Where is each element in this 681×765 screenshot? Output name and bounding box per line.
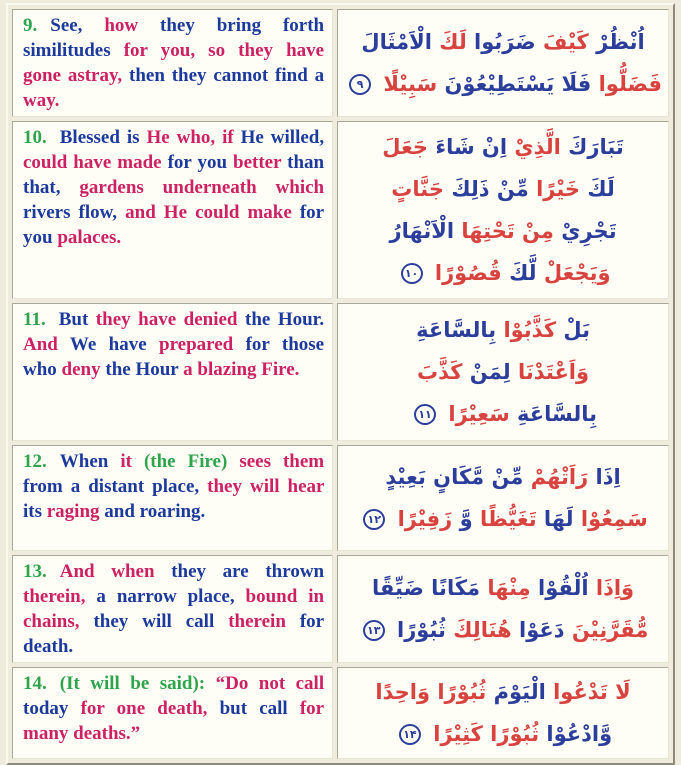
arabic-line (344, 63, 662, 105)
arabic-word-group: الْاَنْهَارُ (389, 219, 455, 243)
english-text-segment: how (104, 15, 139, 36)
arabic-word-group: تَغَيُّظًا (479, 507, 537, 531)
english-translation (23, 673, 324, 744)
english-cell (12, 303, 333, 441)
english-text-segment: And (23, 334, 58, 355)
english-text-segment: could have made (23, 152, 162, 173)
english-text-segment: than that, (23, 152, 325, 198)
arabic-word-group: لَكَ (587, 177, 615, 201)
english-text-segment: better (233, 152, 282, 173)
english-text-segment: deny (61, 359, 101, 380)
arabic-cell (337, 303, 669, 441)
verse-row-13 (12, 555, 669, 663)
english-text-segment: And when (59, 561, 155, 582)
arabic-word-group: مَكَانًا ضَيِّقًا (372, 576, 481, 600)
english-text-segment: but call (219, 698, 288, 719)
english-text-segment: the Hour. (245, 309, 325, 330)
arabic-line (344, 126, 662, 168)
english-text-segment: then they cannot find a (129, 65, 325, 86)
verse-number: 9. (23, 15, 38, 36)
arabic-word-group: زَفِيْرًا (397, 507, 453, 531)
arabic-cell (337, 9, 669, 117)
verse-row-10 (12, 121, 669, 299)
english-text-segment: bound in chains, (23, 586, 325, 632)
verse-number: 10. (23, 127, 47, 148)
arabic-word-group: لَهَا (543, 507, 574, 531)
arabic-cell (337, 667, 669, 759)
english-text-segment: for you (167, 152, 228, 173)
arabic-line (344, 498, 662, 540)
arabic-word-group: تَجْرِيْ (561, 219, 617, 243)
arabic-word-group: الَّذِيْ (514, 135, 561, 159)
english-text-segment: for death. (23, 611, 325, 657)
english-text-segment: for you, so they have gone astray, (23, 40, 325, 86)
arabic-line (344, 713, 662, 755)
arabic-line (344, 210, 662, 252)
english-text-segment: rivers flow, (23, 202, 118, 223)
verse-number: 11. (23, 309, 46, 330)
english-text-segment: and roaring. (104, 501, 206, 522)
arabic-word-group: وَيَجْعَلْ (543, 261, 611, 285)
arabic-line (344, 456, 662, 498)
english-text-segment: gardens underneath which (79, 177, 325, 198)
english-text-segment: the Hour (105, 359, 179, 380)
arabic-word-group: لَا تَدْعُوا (553, 680, 631, 704)
english-text-segment: they bring forth similitudes (23, 15, 325, 61)
arabic-word-group: لَّكَ (509, 261, 537, 285)
arabic-word-group: الْاَمْثَالَ (361, 30, 432, 54)
arabic-word-group: سَبِيْلًا (383, 72, 438, 96)
english-cell (12, 555, 333, 663)
arabic-line (344, 671, 662, 713)
arabic-word-group: فَضَلُّوا (598, 72, 662, 96)
arabic-word-group: ثُبُوْرًا كَثِيْرًا (433, 722, 540, 746)
english-text-segment: they will hear (207, 476, 325, 497)
arabic-line (344, 309, 662, 351)
arabic-line (344, 567, 662, 609)
english-text-segment: a blazing Fire. (183, 359, 300, 380)
arabic-line (344, 609, 662, 651)
english-text-segment: raging (46, 501, 100, 522)
arabic-word-group: وَّ (459, 507, 473, 531)
english-text-segment: therein, (23, 586, 86, 607)
arabic-word-group: سَمِعُوْا (580, 507, 648, 531)
arabic-word-group: بِالسَّاعَةِ (416, 318, 497, 342)
arabic-word-group: كَذَّبَ (417, 360, 463, 384)
arabic-cell (337, 445, 669, 551)
english-text-segment: from a distant place, (23, 476, 200, 497)
english-text-segment: for one death, (80, 698, 208, 719)
english-text-segment: they are thrown (171, 561, 325, 582)
arabic-word-group: سَعِيْرًا (448, 402, 510, 426)
arabic-line (344, 168, 662, 210)
english-text-segment: its (23, 501, 42, 522)
english-cell (12, 445, 333, 551)
english-translation (23, 451, 324, 522)
verse-row-9 (12, 9, 669, 117)
arabic-word-group: تَبَارَكَ (568, 135, 624, 159)
english-text-segment: prepared (159, 334, 234, 355)
english-text-segment: they will call (93, 611, 215, 632)
english-text-segment: way. (23, 90, 60, 111)
ayah-end-marker: ۹ (349, 74, 371, 95)
ayah-end-marker: ۱۳ (363, 620, 385, 641)
ayah-end-marker: ۱۰ (401, 263, 423, 284)
english-text-segment: therein (228, 611, 286, 632)
english-translation (23, 15, 324, 111)
english-text-segment: it (120, 451, 132, 472)
arabic-word-group: رَاَتْهُمْ (530, 465, 589, 489)
english-text-segment: palaces. (57, 227, 122, 248)
arabic-line (344, 21, 662, 63)
english-text-segment: When (59, 451, 109, 472)
arabic-word-group: اِذَا (595, 465, 621, 489)
arabic-word-group: لَكَ (439, 30, 467, 54)
arabic-word-group: ثُبُوْرًا (397, 618, 446, 642)
arabic-line (344, 252, 662, 294)
english-text-segment: We have (69, 334, 147, 355)
verse-row-11 (12, 303, 669, 441)
english-text-segment: He willed, (240, 127, 325, 148)
arabic-word-group: دَعَوْا (519, 618, 565, 642)
arabic-word-group: اُلْقُوْا (538, 576, 589, 600)
arabic-word-group: قُصُوْرًا (434, 261, 502, 285)
english-translation (23, 127, 324, 248)
arabic-word-group: جَعَلَ (382, 135, 429, 159)
arabic-word-group: بَلْ (563, 318, 590, 342)
arabic-word-group: مُّقَرَّنِيْنَ (571, 618, 649, 642)
ayah-end-marker: ۱۲ (363, 509, 385, 530)
verse-row-14 (12, 667, 669, 759)
arabic-word-group: كَيْفَ (542, 30, 589, 54)
english-text-segment: But (58, 309, 89, 330)
arabic-word-group: وَاَعْتَدْنَا (517, 360, 590, 384)
english-text-segment: Blessed is (59, 127, 140, 148)
arabic-word-group: فَلَا يَسْتَطِيْعُوْنَ (444, 72, 592, 96)
english-translation (23, 561, 324, 657)
english-cell (12, 667, 333, 759)
verse-number: 14. (23, 673, 47, 694)
verse-rows-container (12, 9, 669, 759)
arabic-word-group: كَذَّبُوْا (503, 318, 557, 342)
arabic-line (344, 351, 662, 393)
quran-translation-table (6, 3, 675, 765)
verse-number: 13. (23, 561, 47, 582)
english-text-segment: “Do not call (215, 673, 325, 694)
english-text-segment: for you (23, 202, 325, 248)
english-text-segment: and He could make (125, 202, 292, 223)
arabic-word-group: اِنْ شَاءَ (435, 135, 508, 159)
english-translation (23, 309, 324, 380)
arabic-line (344, 393, 662, 435)
english-text-segment: for those who (23, 334, 325, 380)
arabic-word-group: مِّنْ ذَلِكَ (451, 177, 529, 201)
english-text-segment: for many deaths.” (23, 698, 325, 744)
arabic-cell (337, 555, 669, 663)
english-cell (12, 121, 333, 299)
english-text-segment: He who, if (146, 127, 234, 148)
arabic-word-group: خَيْرًا (536, 177, 581, 201)
arabic-word-group: وَّادْعُوْا (546, 722, 613, 746)
arabic-word-group: هُنَالِكَ (453, 618, 512, 642)
verse-number: 12. (23, 451, 47, 472)
arabic-word-group: مِّنْ مَّكَانٍ بَعِيْدٍ (385, 465, 524, 489)
arabic-word-group: ضَرَبُوا (474, 30, 536, 54)
ayah-end-marker: ۱۴ (399, 724, 421, 745)
arabic-word-group: وَاِذَا (595, 576, 635, 600)
english-text-segment: they have denied (95, 309, 238, 330)
arabic-word-group: مِنْهَا (487, 576, 531, 600)
arabic-word-group: بِالسَّاعَةِ (517, 402, 598, 426)
english-text-segment: sees them (239, 451, 325, 472)
english-text-segment: (the Fire) (143, 451, 228, 472)
arabic-word-group: مِنْ تَحْتِهَا (461, 219, 554, 243)
arabic-word-group: جَنَّاتٍ (391, 177, 444, 201)
english-text-segment: a narrow place, (96, 586, 235, 607)
english-text-segment: today (23, 698, 69, 719)
arabic-word-group: اُنْظُرْ (596, 30, 645, 54)
english-text-segment: (It will be said): (59, 673, 206, 694)
english-text-segment: See, (50, 15, 83, 36)
ayah-end-marker: ۱۱ (414, 404, 436, 425)
arabic-word-group: لِمَنْ (469, 360, 511, 384)
verse-row-12 (12, 445, 669, 551)
arabic-word-group: الْيَوْمَ (493, 680, 546, 704)
arabic-word-group: ثُبُوْرًا وَاحِدًا (375, 680, 487, 704)
english-cell (12, 9, 333, 117)
arabic-cell (337, 121, 669, 299)
